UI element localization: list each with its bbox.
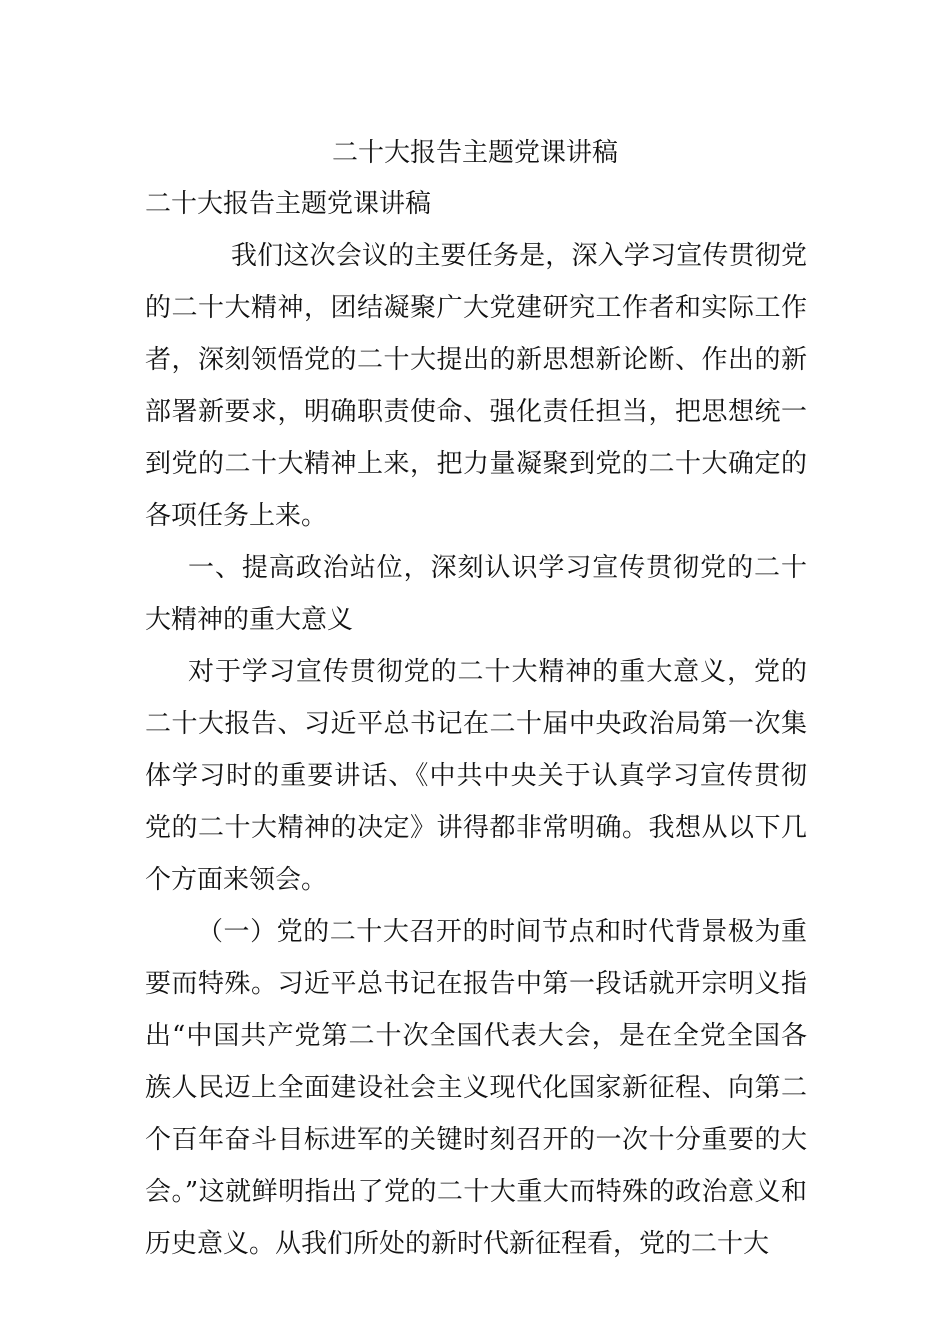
- document-title: 二十大报告主题党课讲稿: [331, 138, 618, 168]
- document-body: [145, 178, 807, 1270]
- paragraph-intro: 我们这次会议的主要任务是，深入学习宣传贯彻党的二十大精神，团结凝聚广大党建研究工作者和实际工作者，深刻领悟党的二十大提出的新思想新论断、作出的新部署新要求，明确职责使命、强化责任担当，把思想统一到党的二十大精神上来，把力量凝聚到党的二十大确定的各项任务上来。: [145, 241, 807, 531]
- paragraph-significance: 对于学习宣传贯彻党的二十大精神的重大意义，党的二十大报告、习近平总书记在二十届中央政治局第一次集体学习时的重要讲话、《中共中央关于认真学习宣传贯彻党的二十大精神的决定》讲得都非常明确。我想从以下几个方面来领会。: [145, 657, 807, 895]
- section-heading-1: 一、提高政治站位，深刻认识学习宣传贯彻党的二十大精神的重大意义: [145, 553, 807, 635]
- document-subtitle: 二十大报告主题党课讲稿: [145, 189, 432, 219]
- paragraph-point-1: （一）党的二十大召开的时间节点和时代背景极为重要而特殊。习近平总书记在报告中第一段话就开宗明义指出“中国共产党第二十次全国代表大会，是在全党全国各族人民迈上全面建设社会主义现代化国家新征程、向第二个百年奋斗目标进军的关键时刻召开的一次十分重要的大会。”这就鲜明指出了党的二十大重大而特殊的政治意义和历史意义。从我们所处的新时代新征程看，党的二十大: [145, 917, 807, 1259]
